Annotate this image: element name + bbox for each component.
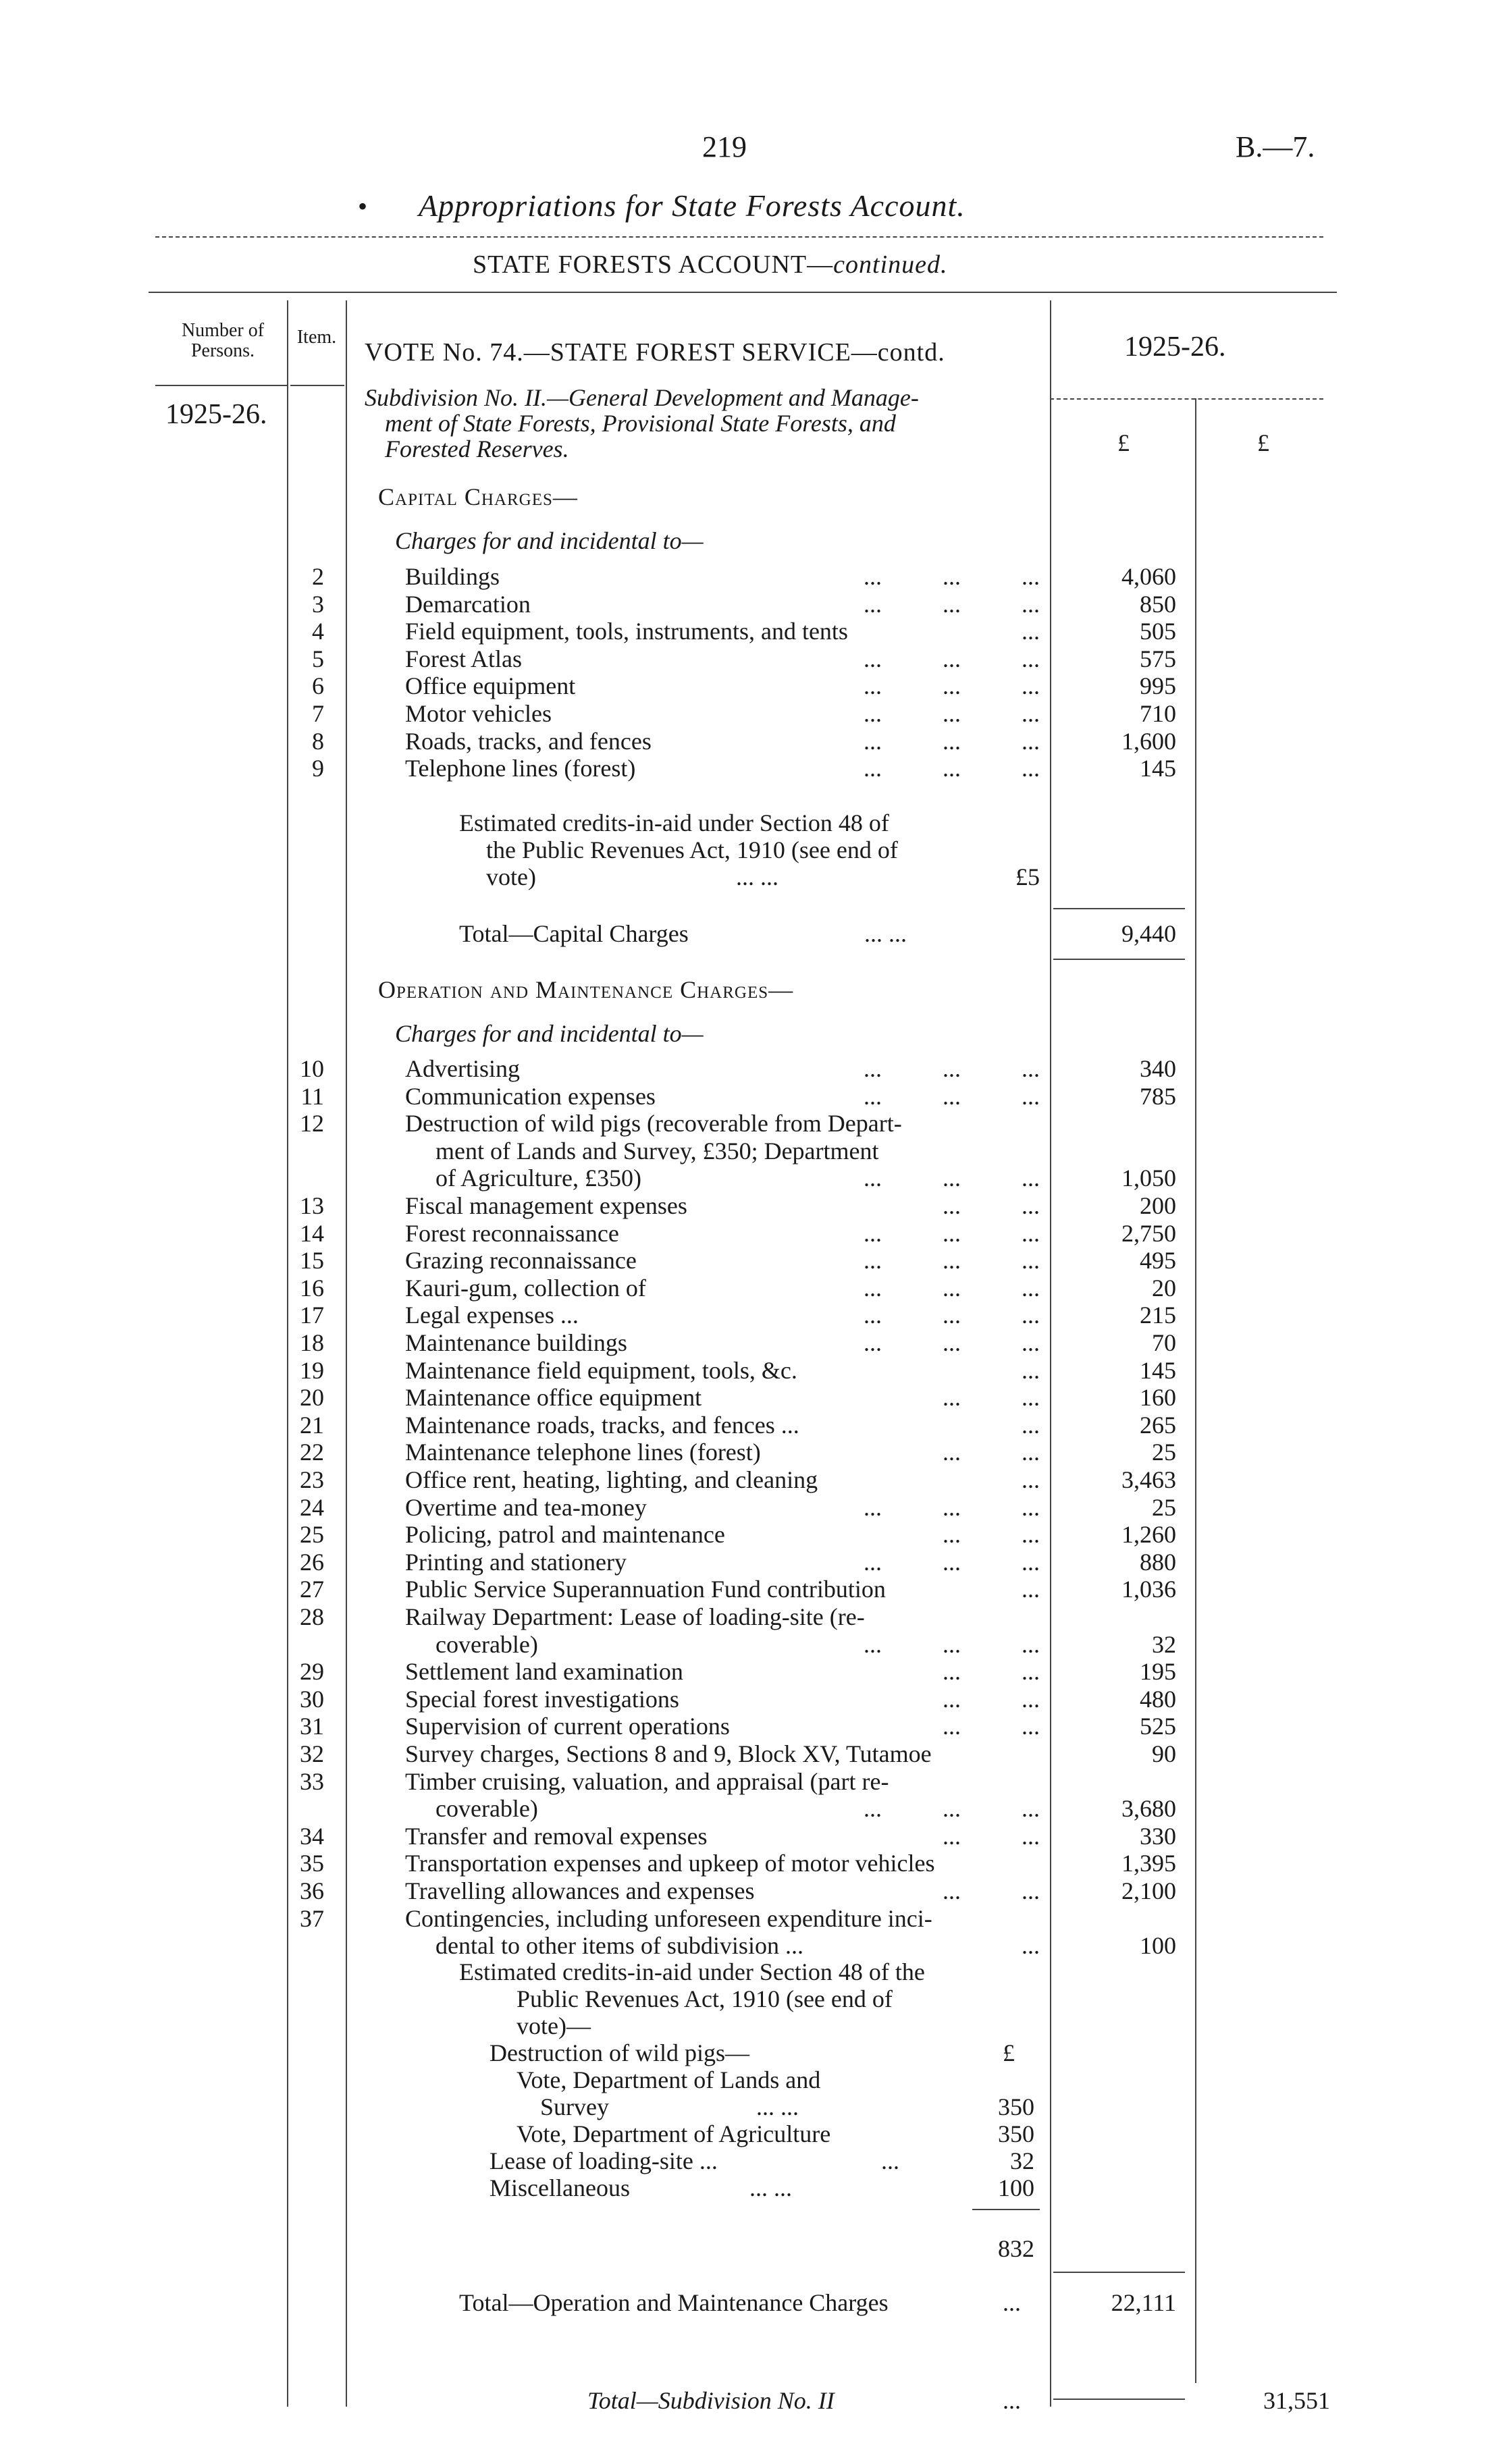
operation-item-number: 23 xyxy=(300,1466,324,1493)
capital-total-amount: 9,440 xyxy=(1121,920,1176,947)
operation-item-description: Timber cruising, valuation, and appraisal (part re- xyxy=(405,1767,889,1795)
operation-item-description: Policing, patrol and maintenance xyxy=(405,1521,725,1549)
operation-row xyxy=(0,1054,1507,1081)
operation-item-description: Special forest investigations xyxy=(405,1685,679,1713)
credits-pound-sign: £ xyxy=(1003,2039,1015,2066)
operation-leader-dots: ... ... xyxy=(943,1822,1040,1850)
operation-item-number: 21 xyxy=(300,1411,324,1439)
operation-item-description: dental to other items of subdivision ... xyxy=(405,1932,803,1960)
capital-item-number: 6 xyxy=(312,672,324,700)
capital-item-amount: 710 xyxy=(1140,700,1176,727)
operation-row xyxy=(0,1794,1507,1821)
operation-item-number: 33 xyxy=(300,1767,324,1795)
agriculture-vote-label: Vote, Department of Agriculture xyxy=(517,2120,831,2147)
operation-leader-dots: ... ... ... xyxy=(864,1302,1040,1329)
operation-item-number: 35 xyxy=(300,1850,324,1877)
pound-sign-col1: £ xyxy=(1117,429,1130,456)
operation-item-amount: 25 xyxy=(1152,1439,1176,1466)
operation-leader-dots: ... xyxy=(1022,1411,1040,1439)
operation-item-amount: 20 xyxy=(1152,1274,1176,1302)
operation-item-number: 31 xyxy=(300,1713,324,1740)
capital-item-description: Motor vehicles xyxy=(405,700,552,727)
capital-item-number: 4 xyxy=(312,618,324,645)
operation-item-description: Public Service Superannuation Fund contribution xyxy=(405,1576,886,1603)
operation-row xyxy=(0,1877,1507,1904)
operation-item-description: Forest reconnaissance xyxy=(405,1219,619,1247)
operation-total-amount: 22,111 xyxy=(1111,2289,1176,2316)
capital-leader-dots: ... ... ... xyxy=(864,645,1040,672)
operation-item-number: 15 xyxy=(300,1247,324,1275)
capital-total-rule-bottom xyxy=(1053,959,1185,960)
operation-item-amount: 525 xyxy=(1140,1713,1176,1740)
operation-item-description: Transportation expenses and upkeep of motor vehicles xyxy=(405,1850,935,1877)
capital-leader-dots: ... ... ... xyxy=(864,590,1040,618)
persons-year: 1925-26. xyxy=(165,399,267,430)
operation-charges-heading: Operation and Maintenance Charges— xyxy=(378,976,794,1003)
operation-row xyxy=(0,1520,1507,1547)
operation-item-description: of Agriculture, £350) xyxy=(405,1164,641,1192)
operation-item-description: Survey charges, Sections 8 and 9, Block XV, Tutamoe xyxy=(405,1740,932,1767)
operation-item-number: 36 xyxy=(300,1877,324,1904)
credits-sum-rule xyxy=(972,2209,1040,2210)
operation-row xyxy=(0,1329,1507,1356)
operation-item-amount: 100 xyxy=(1140,1932,1176,1960)
operation-item-amount: 70 xyxy=(1152,1329,1176,1356)
capital-item-description: Office equipment xyxy=(405,672,576,700)
operation-item-description: Office rent, heating, lighting, and cleaning xyxy=(405,1466,818,1493)
operation-item-amount: 340 xyxy=(1140,1055,1176,1082)
operation-item-description: Maintenance office equipment xyxy=(405,1384,702,1412)
operation-leader-dots: ... xyxy=(1022,1466,1040,1493)
capital-total-dots: ... ... xyxy=(864,920,907,947)
capital-item-description: Field equipment, tools, instruments, and tents xyxy=(405,618,848,645)
lease-label: Lease of loading-site ... xyxy=(490,2147,718,2174)
capital-item-amount: 505 xyxy=(1140,618,1176,645)
operation-leader-dots: ... ... xyxy=(943,1713,1040,1740)
capital-leader-dots: ... ... ... xyxy=(864,700,1040,727)
item-header-rule xyxy=(290,385,344,386)
operation-item-description: Contingencies, including unforeseen expenditure inci- xyxy=(405,1904,932,1932)
operation-item-amount: 480 xyxy=(1140,1685,1176,1713)
operation-row xyxy=(0,1164,1507,1191)
account-heading-main: STATE FORESTS ACCOUNT— xyxy=(473,250,834,279)
capital-item-description: Demarcation xyxy=(405,590,531,618)
capital-total-rule-top xyxy=(1053,908,1185,909)
capital-item-number: 3 xyxy=(312,590,324,618)
year-rule xyxy=(1050,398,1323,400)
operation-row xyxy=(0,1246,1507,1273)
operation-item-description: Maintenance field equipment, tools, &c. xyxy=(405,1356,797,1384)
operation-item-number: 34 xyxy=(300,1822,324,1850)
operation-item-amount: 160 xyxy=(1140,1384,1176,1412)
operation-item-amount: 215 xyxy=(1140,1302,1176,1329)
operation-leader-dots: ... ... ... xyxy=(864,1219,1040,1247)
operation-row xyxy=(0,1411,1507,1438)
operation-row xyxy=(0,1603,1507,1630)
operation-item-number: 28 xyxy=(300,1603,324,1630)
operation-item-amount: 2,100 xyxy=(1121,1877,1176,1904)
operation-credits-line-2: Public Revenues Act, 1910 (see end of xyxy=(517,1985,893,2012)
capital-item-number: 8 xyxy=(312,727,324,755)
capital-item-description: Forest Atlas xyxy=(405,645,523,672)
miscellaneous-amount: 100 xyxy=(998,2174,1034,2201)
operation-row xyxy=(0,1849,1507,1876)
operation-item-number: 32 xyxy=(300,1740,324,1767)
capital-item-description: Roads, tracks, and fences xyxy=(405,727,652,755)
operation-row xyxy=(0,1466,1507,1493)
capital-item-amount: 850 xyxy=(1140,590,1176,618)
operation-item-number: 14 xyxy=(300,1219,324,1247)
operation-row xyxy=(0,1657,1507,1684)
operation-leader-dots: ... ... xyxy=(943,1685,1040,1713)
operation-row xyxy=(0,1685,1507,1712)
credits-total: 832 xyxy=(998,2235,1034,2262)
operation-item-amount: 25 xyxy=(1152,1493,1176,1521)
account-heading-cont: continued. xyxy=(833,250,948,279)
lands-vote-line-2: Survey xyxy=(540,2093,609,2120)
capital-charges-subheading: Charges for and incidental to— xyxy=(395,527,704,554)
lands-vote-amount: 350 xyxy=(998,2093,1034,2120)
subdivision-line-2: ment of State Forests, Provisional State Forests, and xyxy=(385,410,896,437)
page-reference: B.—7. xyxy=(1236,130,1315,163)
operation-item-amount: 32 xyxy=(1152,1630,1176,1658)
operation-leader-dots: ... ... xyxy=(943,1658,1040,1686)
page-title: Appropriations for State Forests Account. xyxy=(419,188,966,223)
capital-item-number: 2 xyxy=(312,563,324,590)
operation-leader-dots: ... ... ... xyxy=(864,1329,1040,1356)
operation-row xyxy=(0,1767,1507,1794)
capital-item-description: Buildings xyxy=(405,563,500,590)
capital-item-number: 7 xyxy=(312,700,324,727)
operation-item-amount: 195 xyxy=(1140,1658,1176,1686)
amount-year: 1925-26. xyxy=(1124,331,1226,363)
operation-item-description: Kauri-gum, collection of xyxy=(405,1274,646,1302)
subdivision-heading xyxy=(365,385,1040,462)
operation-leader-dots: ... ... ... xyxy=(864,1548,1040,1576)
subdivision-total-rule xyxy=(1053,2399,1185,2400)
operation-item-number: 19 xyxy=(300,1356,324,1384)
title-rule xyxy=(155,236,1323,238)
operation-item-description: Railway Department: Lease of loading-site (re- xyxy=(405,1603,865,1630)
operation-row xyxy=(0,1740,1507,1767)
capital-leader-dots: ... ... ... xyxy=(864,727,1040,755)
capital-credits-line-3: vote) xyxy=(486,863,536,890)
operation-item-description: Maintenance roads, tracks, and fences ... xyxy=(405,1411,799,1439)
operation-item-description: Maintenance buildings xyxy=(405,1329,627,1356)
subdivision-total-amount: 31,551 xyxy=(1263,2387,1330,2414)
operation-leader-dots: ... xyxy=(1022,1932,1040,1960)
operation-credits-line-1: Estimated credits-in-aid under Section 48 of the xyxy=(459,1958,925,1985)
capital-row xyxy=(0,672,1507,699)
operation-row xyxy=(0,1356,1507,1383)
operation-leader-dots: ... xyxy=(1022,1356,1040,1384)
subdivision-total-label: Total—Subdivision No. II xyxy=(587,2387,835,2414)
subdivision-total-dots: ... xyxy=(1003,2387,1021,2414)
capital-item-number: 5 xyxy=(312,645,324,672)
operation-row xyxy=(0,1712,1507,1739)
operation-leader-dots: ... ... xyxy=(943,1439,1040,1466)
operation-row xyxy=(0,1931,1507,1958)
operation-item-description: Printing and stationery xyxy=(405,1548,627,1576)
operation-leader-dots: ... ... ... xyxy=(864,1630,1040,1658)
subdivision-line-1: Subdivision No. II.—General Development and Manage- xyxy=(365,384,919,411)
operation-item-amount: 1,050 xyxy=(1121,1164,1176,1192)
lease-dots: ... xyxy=(881,2147,899,2174)
agriculture-vote-amount: 350 xyxy=(998,2120,1034,2147)
operation-row xyxy=(0,1109,1507,1136)
capital-row xyxy=(0,754,1507,781)
operation-charges-subheading: Charges for and incidental to— xyxy=(395,1020,704,1047)
operation-total-dots: ... xyxy=(1003,2289,1021,2316)
persons-header: Number of Persons. xyxy=(181,320,265,361)
capital-credits-amount: £5 xyxy=(1015,863,1040,890)
operation-item-number: 12 xyxy=(300,1110,324,1137)
operation-row xyxy=(0,1822,1507,1849)
operation-item-amount: 1,036 xyxy=(1121,1576,1176,1603)
operation-item-amount: 785 xyxy=(1140,1082,1176,1110)
operation-leader-dots: ... xyxy=(1022,1576,1040,1603)
operation-item-description: Settlement land examination xyxy=(405,1658,683,1686)
item-header: Item. xyxy=(296,327,337,348)
operation-row xyxy=(0,1548,1507,1575)
operation-item-description: ment of Lands and Survey, £350; Department xyxy=(405,1137,879,1164)
subdivision-line-3: Forested Reserves. xyxy=(385,435,569,462)
capital-item-amount: 4,060 xyxy=(1121,563,1176,590)
capital-leader-dots: ... ... ... xyxy=(864,672,1040,700)
operation-leader-dots: ... ... ... xyxy=(864,1247,1040,1275)
capital-leader-dots: ... ... ... xyxy=(864,563,1040,590)
operation-item-description: Legal expenses ... xyxy=(405,1302,579,1329)
operation-item-amount: 880 xyxy=(1140,1548,1176,1576)
operation-row xyxy=(0,1219,1507,1246)
operation-item-number: 27 xyxy=(300,1576,324,1603)
operation-item-amount: 3,463 xyxy=(1121,1466,1176,1493)
operation-item-description: Destruction of wild pigs (recoverable from Depart- xyxy=(405,1110,902,1137)
operation-item-number: 37 xyxy=(300,1904,324,1932)
capital-row xyxy=(0,727,1507,754)
operation-item-number: 25 xyxy=(300,1521,324,1549)
capital-charges-heading: Capital Charges— xyxy=(378,483,578,510)
operation-total-rule-top xyxy=(1053,2272,1185,2273)
wild-pigs-label: Destruction of wild pigs— xyxy=(490,2039,749,2066)
operation-row xyxy=(0,1493,1507,1520)
capital-row xyxy=(0,617,1507,644)
operation-row xyxy=(0,1383,1507,1410)
operation-row xyxy=(0,1274,1507,1301)
operation-leader-dots: ... ... ... xyxy=(864,1082,1040,1110)
capital-row xyxy=(0,699,1507,726)
operation-item-number: 11 xyxy=(300,1082,324,1110)
capital-item-amount: 1,600 xyxy=(1121,727,1176,755)
operation-leader-dots: ... ... xyxy=(943,1192,1040,1219)
operation-item-description: Maintenance telephone lines (forest) xyxy=(405,1439,761,1466)
operation-item-amount: 145 xyxy=(1140,1356,1176,1384)
capital-leader-dots: ... ... ... xyxy=(864,755,1040,782)
capital-credits-line-1: Estimated credits-in-aid under Section 48 of xyxy=(459,809,889,836)
operation-item-description: Communication expenses xyxy=(405,1082,656,1110)
operation-item-amount: 90 xyxy=(1152,1740,1176,1767)
operation-leader-dots: ... ... xyxy=(943,1521,1040,1549)
operation-row xyxy=(0,1191,1507,1218)
lands-vote-dots: ... ... xyxy=(756,2093,799,2120)
capital-credits-dots: ... ... xyxy=(736,863,778,890)
persons-header-rule xyxy=(155,385,287,386)
operation-item-description: Travelling allowances and expenses xyxy=(405,1877,755,1904)
lease-amount: 32 xyxy=(1010,2147,1034,2174)
operation-row xyxy=(0,1301,1507,1328)
operation-leader-dots: ... ... ... xyxy=(864,1274,1040,1302)
operation-item-number: 29 xyxy=(300,1658,324,1686)
operation-item-number: 30 xyxy=(300,1685,324,1713)
capital-item-amount: 575 xyxy=(1140,645,1176,672)
lands-vote-line-1: Vote, Department of Lands and xyxy=(517,2066,821,2093)
operation-item-number: 24 xyxy=(300,1493,324,1521)
operation-item-amount: 3,680 xyxy=(1121,1795,1176,1823)
operation-item-amount: 1,260 xyxy=(1121,1521,1176,1549)
capital-item-number: 9 xyxy=(312,755,324,782)
operation-leader-dots: ... ... ... xyxy=(864,1493,1040,1521)
operation-item-description: Fiscal management expenses xyxy=(405,1192,687,1219)
bullet-mark: • xyxy=(358,191,368,221)
operation-leader-dots: ... ... xyxy=(943,1384,1040,1412)
operation-item-description: Transfer and removal expenses xyxy=(405,1822,708,1850)
operation-row xyxy=(0,1438,1507,1465)
capital-item-amount: 145 xyxy=(1140,755,1176,782)
operation-item-description: Grazing reconnaissance xyxy=(405,1247,637,1275)
operation-item-amount: 1,395 xyxy=(1121,1850,1176,1877)
miscellaneous-dots: ... ... xyxy=(749,2174,792,2201)
operation-item-number: 20 xyxy=(300,1384,324,1412)
operation-item-description: coverable) xyxy=(405,1630,538,1658)
capital-row xyxy=(0,590,1507,617)
operation-item-number: 16 xyxy=(300,1274,324,1302)
operation-item-amount: 2,750 xyxy=(1121,1219,1176,1247)
operation-item-description: Advertising xyxy=(405,1055,520,1082)
table-top-rule xyxy=(149,292,1337,293)
operation-row xyxy=(0,1575,1507,1602)
account-heading xyxy=(473,250,948,279)
operation-row xyxy=(0,1904,1507,1931)
operation-row xyxy=(0,1137,1507,1164)
operation-item-description: Overtime and tea-money xyxy=(405,1493,647,1521)
capital-credits-line-2: the Public Revenues Act, 1910 (see end of xyxy=(486,836,898,863)
capital-leader-dots: ... xyxy=(1022,618,1040,645)
capital-item-description: Telephone lines (forest) xyxy=(405,755,636,782)
capital-row xyxy=(0,645,1507,672)
operation-credits-line-3: vote)— xyxy=(517,2012,591,2039)
pound-sign-col2: £ xyxy=(1257,429,1269,456)
operation-item-amount: 330 xyxy=(1140,1822,1176,1850)
operation-leader-dots: ... ... ... xyxy=(864,1055,1040,1082)
operation-item-description: coverable) xyxy=(405,1795,538,1823)
operation-total-label: Total—Operation and Maintenance Charges xyxy=(459,2289,889,2316)
operation-row xyxy=(0,1630,1507,1657)
operation-item-number: 22 xyxy=(300,1439,324,1466)
page-number: 219 xyxy=(702,130,747,163)
operation-item-number: 18 xyxy=(300,1329,324,1356)
operation-item-amount: 265 xyxy=(1140,1411,1176,1439)
capital-item-amount: 995 xyxy=(1140,672,1176,700)
capital-row xyxy=(0,562,1507,589)
operation-leader-dots: ... ... ... xyxy=(864,1795,1040,1823)
operation-item-number: 26 xyxy=(300,1548,324,1576)
operation-item-number: 10 xyxy=(300,1055,324,1082)
capital-total-label: Total—Capital Charges xyxy=(459,920,689,947)
vote-title: VOTE No. 74.—STATE FOREST SERVICE—contd. xyxy=(365,338,945,367)
operation-item-amount: 200 xyxy=(1140,1192,1176,1219)
operation-leader-dots: ... ... xyxy=(943,1877,1040,1904)
operation-item-number: 13 xyxy=(300,1192,324,1219)
miscellaneous-label: Miscellaneous xyxy=(490,2174,630,2201)
operation-item-description: Supervision of current operations xyxy=(405,1713,730,1740)
operation-row xyxy=(0,1082,1507,1109)
operation-leader-dots: ... ... ... xyxy=(864,1164,1040,1192)
operation-item-amount: 495 xyxy=(1140,1247,1176,1275)
operation-item-number: 17 xyxy=(300,1302,324,1329)
